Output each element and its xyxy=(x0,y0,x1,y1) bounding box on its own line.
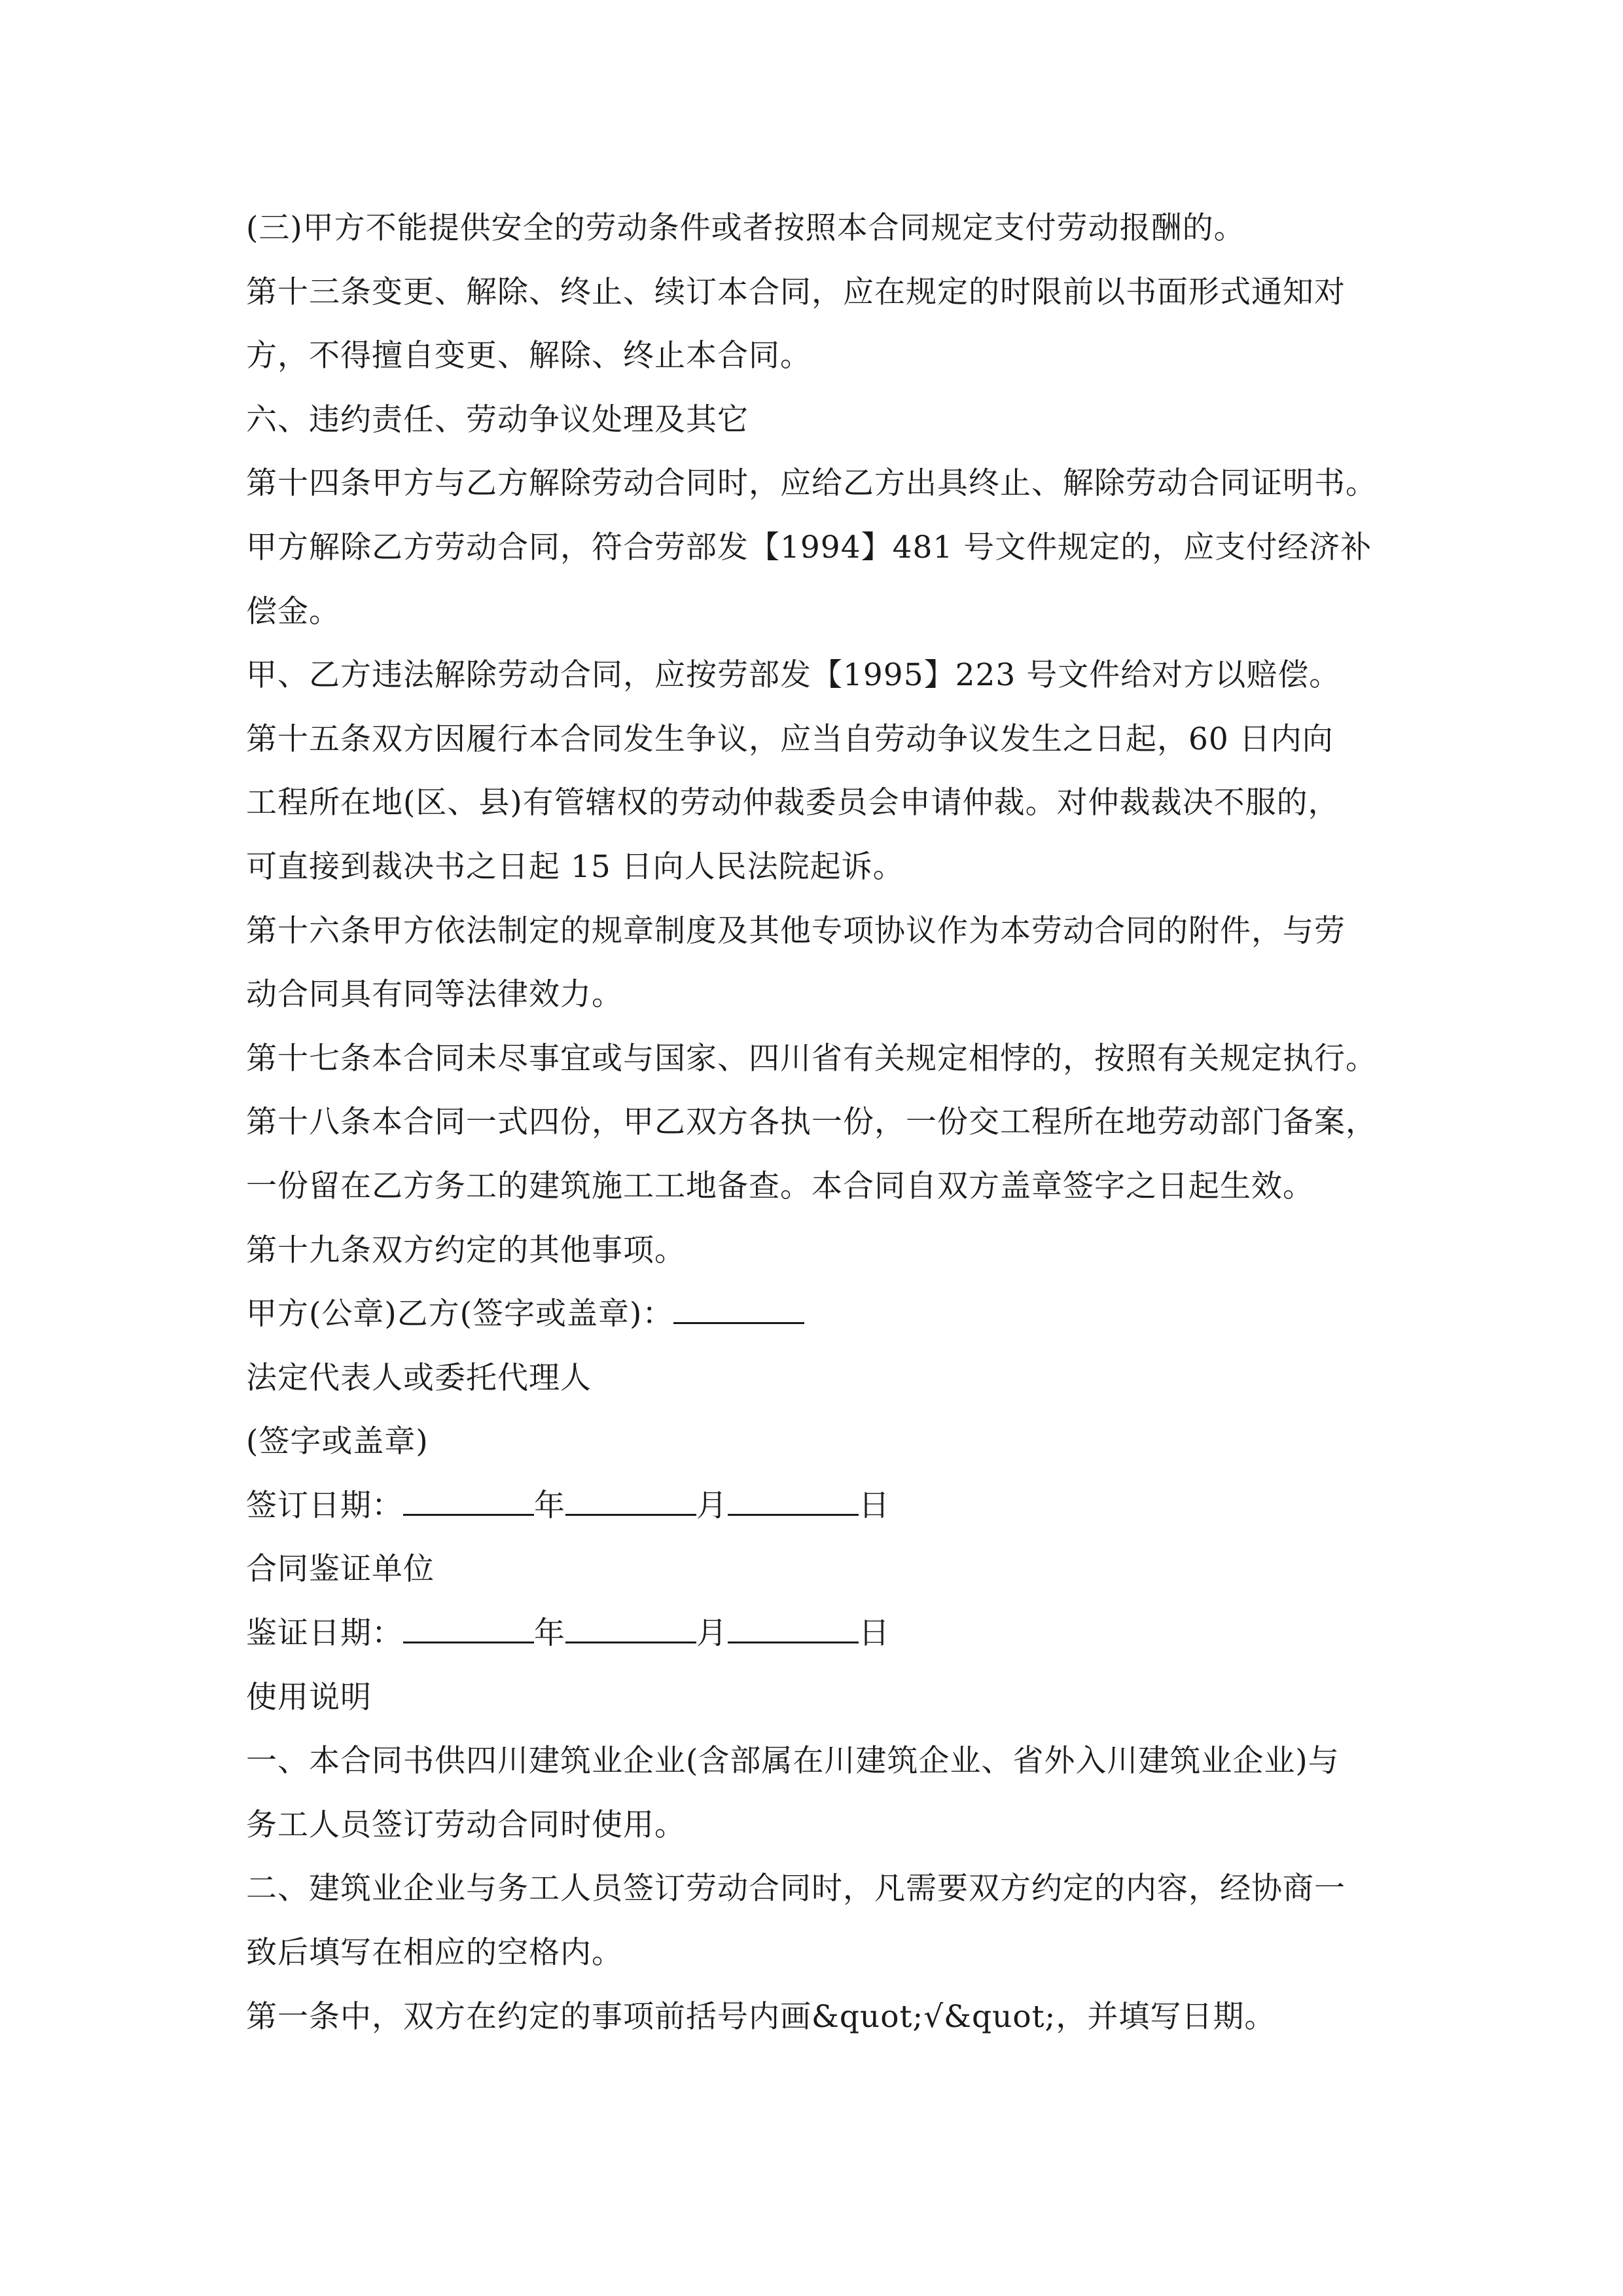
clause-line: 第十五条双方因履行本合同发生争议，应当自劳动争议发生之日起，60 日内向 xyxy=(246,721,1334,757)
signature-party-label: 甲方(公章)乙方(签字或盖章)： xyxy=(246,1296,674,1333)
day-label: 日 xyxy=(859,1487,890,1524)
year-label: 年 xyxy=(534,1487,565,1524)
clause-line: 第十八条本合同一式四份，甲乙双方各执一份，一份交工程所在地劳动部门备案， xyxy=(246,1104,1377,1141)
clause-line: 第十九条双方约定的其他事项。 xyxy=(246,1232,686,1268)
clause-line: 动合同具有同等法律效力。 xyxy=(246,977,623,1013)
usage-line: 第一条中，双方在约定的事项前括号内画&quot;√&quot;，并填写日期。 xyxy=(246,1998,1276,2035)
clause-line: 一份留在乙方务工的建筑施工工地备查。本合同自双方盖章签字之日起生效。 xyxy=(246,1168,1314,1204)
clause-line: 第十七条本合同未尽事宜或与国家、四川省有关规定相悖的，按照有关规定执行。 xyxy=(246,1040,1377,1077)
section-heading: 六、违约责任、劳动争议处理及其它 xyxy=(246,401,749,438)
clause-line: 方，不得擅自变更、解除、终止本合同。 xyxy=(246,338,812,374)
signature-party-line xyxy=(246,1282,1385,1346)
contract-text xyxy=(246,196,1385,2049)
clause-line: 第十四条甲方与乙方解除劳动合同时，应给乙方出具终止、解除劳动合同证明书。 xyxy=(246,465,1377,502)
year-label: 年 xyxy=(534,1615,565,1652)
clause-line: 可直接到裁决书之日起 15 日向人民法院起诉。 xyxy=(246,848,904,885)
sign-month-blank[interactable] xyxy=(565,1485,696,1516)
month-label: 月 xyxy=(696,1487,728,1524)
clause-line: 工程所在地(区、县)有管辖权的劳动仲裁委员会申请仲裁。对仲裁裁决不服的， xyxy=(246,785,1340,821)
signature-party-blank[interactable] xyxy=(673,1293,804,1324)
day-label: 日 xyxy=(859,1615,890,1652)
usage-line: 二、建筑业企业与务工人员签订劳动合同时，凡需要双方约定的内容，经协商一 xyxy=(246,1871,1346,1907)
clause-line: 第十六条甲方依法制定的规章制度及其他专项协议作为本劳动合同的附件，与劳 xyxy=(246,912,1346,949)
verify-date-label: 鉴证日期： xyxy=(246,1615,403,1652)
clause-line: (三)甲方不能提供安全的劳动条件或者按照本合同规定支付劳动报酬的。 xyxy=(246,210,1245,246)
clause-line: 甲、乙方违法解除劳动合同，应按劳部发【1995】223 号文件给对方以赔偿。 xyxy=(246,657,1341,694)
clause-line: 偿金。 xyxy=(246,593,340,630)
verify-date-line xyxy=(246,1602,1385,1666)
usage-line: 一、本合同书供四川建筑业企业(含部属在川建筑企业、省外入川建筑业企业)与 xyxy=(246,1743,1340,1780)
verify-unit-label: 合同鉴证单位 xyxy=(246,1551,435,1588)
usage-line: 致后填写在相应的空格内。 xyxy=(246,1935,623,1971)
clause-line: 第十三条变更、解除、终止、续订本合同，应在规定的时限前以书面形式通知对 xyxy=(246,274,1346,310)
sign-or-seal-label: (签字或盖章) xyxy=(246,1424,429,1460)
month-label: 月 xyxy=(696,1615,728,1652)
sign-date-line xyxy=(246,1474,1385,1538)
verify-day-blank[interactable] xyxy=(728,1613,859,1643)
verify-month-blank[interactable] xyxy=(565,1613,696,1643)
sign-date-label: 签订日期： xyxy=(246,1487,403,1524)
usage-title: 使用说明 xyxy=(246,1679,372,1715)
verify-year-blank[interactable] xyxy=(403,1613,534,1643)
sign-year-blank[interactable] xyxy=(403,1485,534,1516)
clause-line: 甲方解除乙方劳动合同，符合劳部发【1994】481 号文件规定的，应支付经济补 xyxy=(246,529,1372,565)
legal-rep-label: 法定代表人或委托代理人 xyxy=(246,1359,592,1396)
usage-line: 务工人员签订劳动合同时使用。 xyxy=(246,1806,686,1843)
sign-day-blank[interactable] xyxy=(728,1485,859,1516)
